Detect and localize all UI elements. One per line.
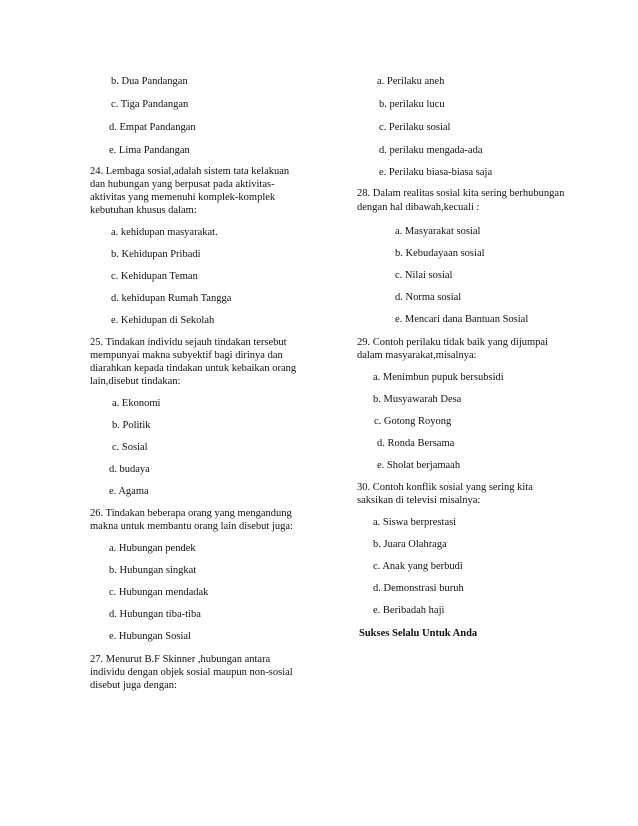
question-27-line: disebut juga dengan: xyxy=(90,680,177,691)
q24-option: c. Kehidupan Teman xyxy=(111,271,198,282)
option-d-empat-pandangan: d. Empat Pandangan xyxy=(109,122,196,133)
q27-option: e. Perilaku biasa-biasa saja xyxy=(379,167,493,178)
q24-option: a. kehidupan masyarakat. xyxy=(111,227,218,238)
question-28-line: 28. Dalam realitas sosial kita sering berhubungan xyxy=(357,188,565,199)
question-25-line: 25. Tindakan individu sejauh tindakan tersebut xyxy=(90,337,287,348)
question-26-line: 26. Tindakan beberapa orang yang mengandung xyxy=(90,508,292,519)
option-b-dua-pandangan: b. Dua Pandangan xyxy=(111,76,188,87)
q24-option: b. Kehidupan Pribadi xyxy=(111,249,201,260)
q26-option: a. Hubungan pendek xyxy=(109,543,196,554)
q28-option: b. Kebudayaan sosial xyxy=(395,248,485,259)
q30-option: b. Juara Olahraga xyxy=(373,539,447,550)
question-25-line: lain,disebut tindakan: xyxy=(90,376,181,387)
q30-option: e. Beribadah haji xyxy=(373,605,445,616)
question-24-line: kebutuhan khusus dalam: xyxy=(90,205,197,216)
question-27-line: individu dengan objek sosial maupun non-sosial xyxy=(90,667,293,678)
question-24-line: 24. Lembaga sosial,adalah sistem tata kelakuan xyxy=(90,166,290,177)
q30-option: a. Siswa berprestasi xyxy=(373,517,457,528)
q26-option: d. Hubungan tiba-tiba xyxy=(109,609,201,620)
option-c-tiga-pandangan: c. Tiga Pandangan xyxy=(111,99,189,110)
q30-option: c. Anak yang berbudi xyxy=(373,561,463,572)
question-30-line: saksikan di televisi misalnya: xyxy=(357,495,481,506)
question-26-line: makna untuk membantu orang lain disebut juga: xyxy=(90,521,293,532)
q27-option: c. Perilaku sosial xyxy=(379,122,451,133)
question-29-line: dalam masyarakat,misalnya: xyxy=(357,350,477,361)
q26-option: b. Hubungan singkat xyxy=(109,565,197,576)
question-24-line: dan hubungan yang berpusat pada aktivitas- xyxy=(90,179,275,190)
q27-option: b. perilaku lucu xyxy=(379,99,445,110)
q28-option: a. Masyarakat sosial xyxy=(395,226,481,237)
question-27-line: 27. Menurut B.F Skinner ,hubungan antara xyxy=(90,654,271,665)
closing-message: Sukses Selalu Untuk Anda xyxy=(359,628,478,639)
question-29-line: 29. Contoh perilaku tidak baik yang dijumpai xyxy=(357,337,549,348)
q25-option: a. Ekonomi xyxy=(112,398,161,409)
q24-option: d. kehidupan Rumah Tangga xyxy=(111,293,232,304)
option-e-lima-pandangan: e. Lima Pandangan xyxy=(109,145,190,156)
q26-option: c. Hubungan mendadak xyxy=(109,587,209,598)
q27-option: a. Perilaku aneh xyxy=(377,76,445,87)
q29-option: a. Menimbun pupuk bersubsidi xyxy=(373,372,504,383)
q25-option: b. Politik xyxy=(112,420,151,431)
q30-option: d. Demonstrasi buruh xyxy=(373,583,464,594)
question-30-line: 30. Contoh konflik sosial yang sering kita xyxy=(357,482,533,493)
question-25-line: mempunyai makna subyektif bagi dirinya dan xyxy=(90,350,283,361)
q24-option: e. Kehidupan di Sekolah xyxy=(111,315,215,326)
question-28-line: dengan hal dibawah,kecuali : xyxy=(357,202,480,213)
q25-option: e. Agama xyxy=(109,486,149,497)
q25-option: d. budaya xyxy=(109,464,150,475)
q27-option: d. perilaku mengada-ada xyxy=(379,145,483,156)
question-24-line: aktivitas yang memenuhi komplek-komplek xyxy=(90,192,276,203)
q26-option: e. Hubungan Sosial xyxy=(109,631,191,642)
q29-option: c. Gotong Royong xyxy=(374,416,452,427)
question-25-line: diarahkan kepada tindakan untuk kebaikan orang xyxy=(90,363,297,374)
q29-option: b. Musyawarah Desa xyxy=(373,394,462,405)
q28-option: d. Norma sosial xyxy=(395,292,462,303)
q29-option: e. Sholat berjamaah xyxy=(377,460,461,471)
q25-option: c. Sosial xyxy=(112,442,148,453)
q28-option: e. Mencari dana Bantuan Sosial xyxy=(395,314,529,325)
q29-option: d. Ronda Bersama xyxy=(377,438,455,449)
q28-option: c. Nilai sosial xyxy=(395,270,453,281)
